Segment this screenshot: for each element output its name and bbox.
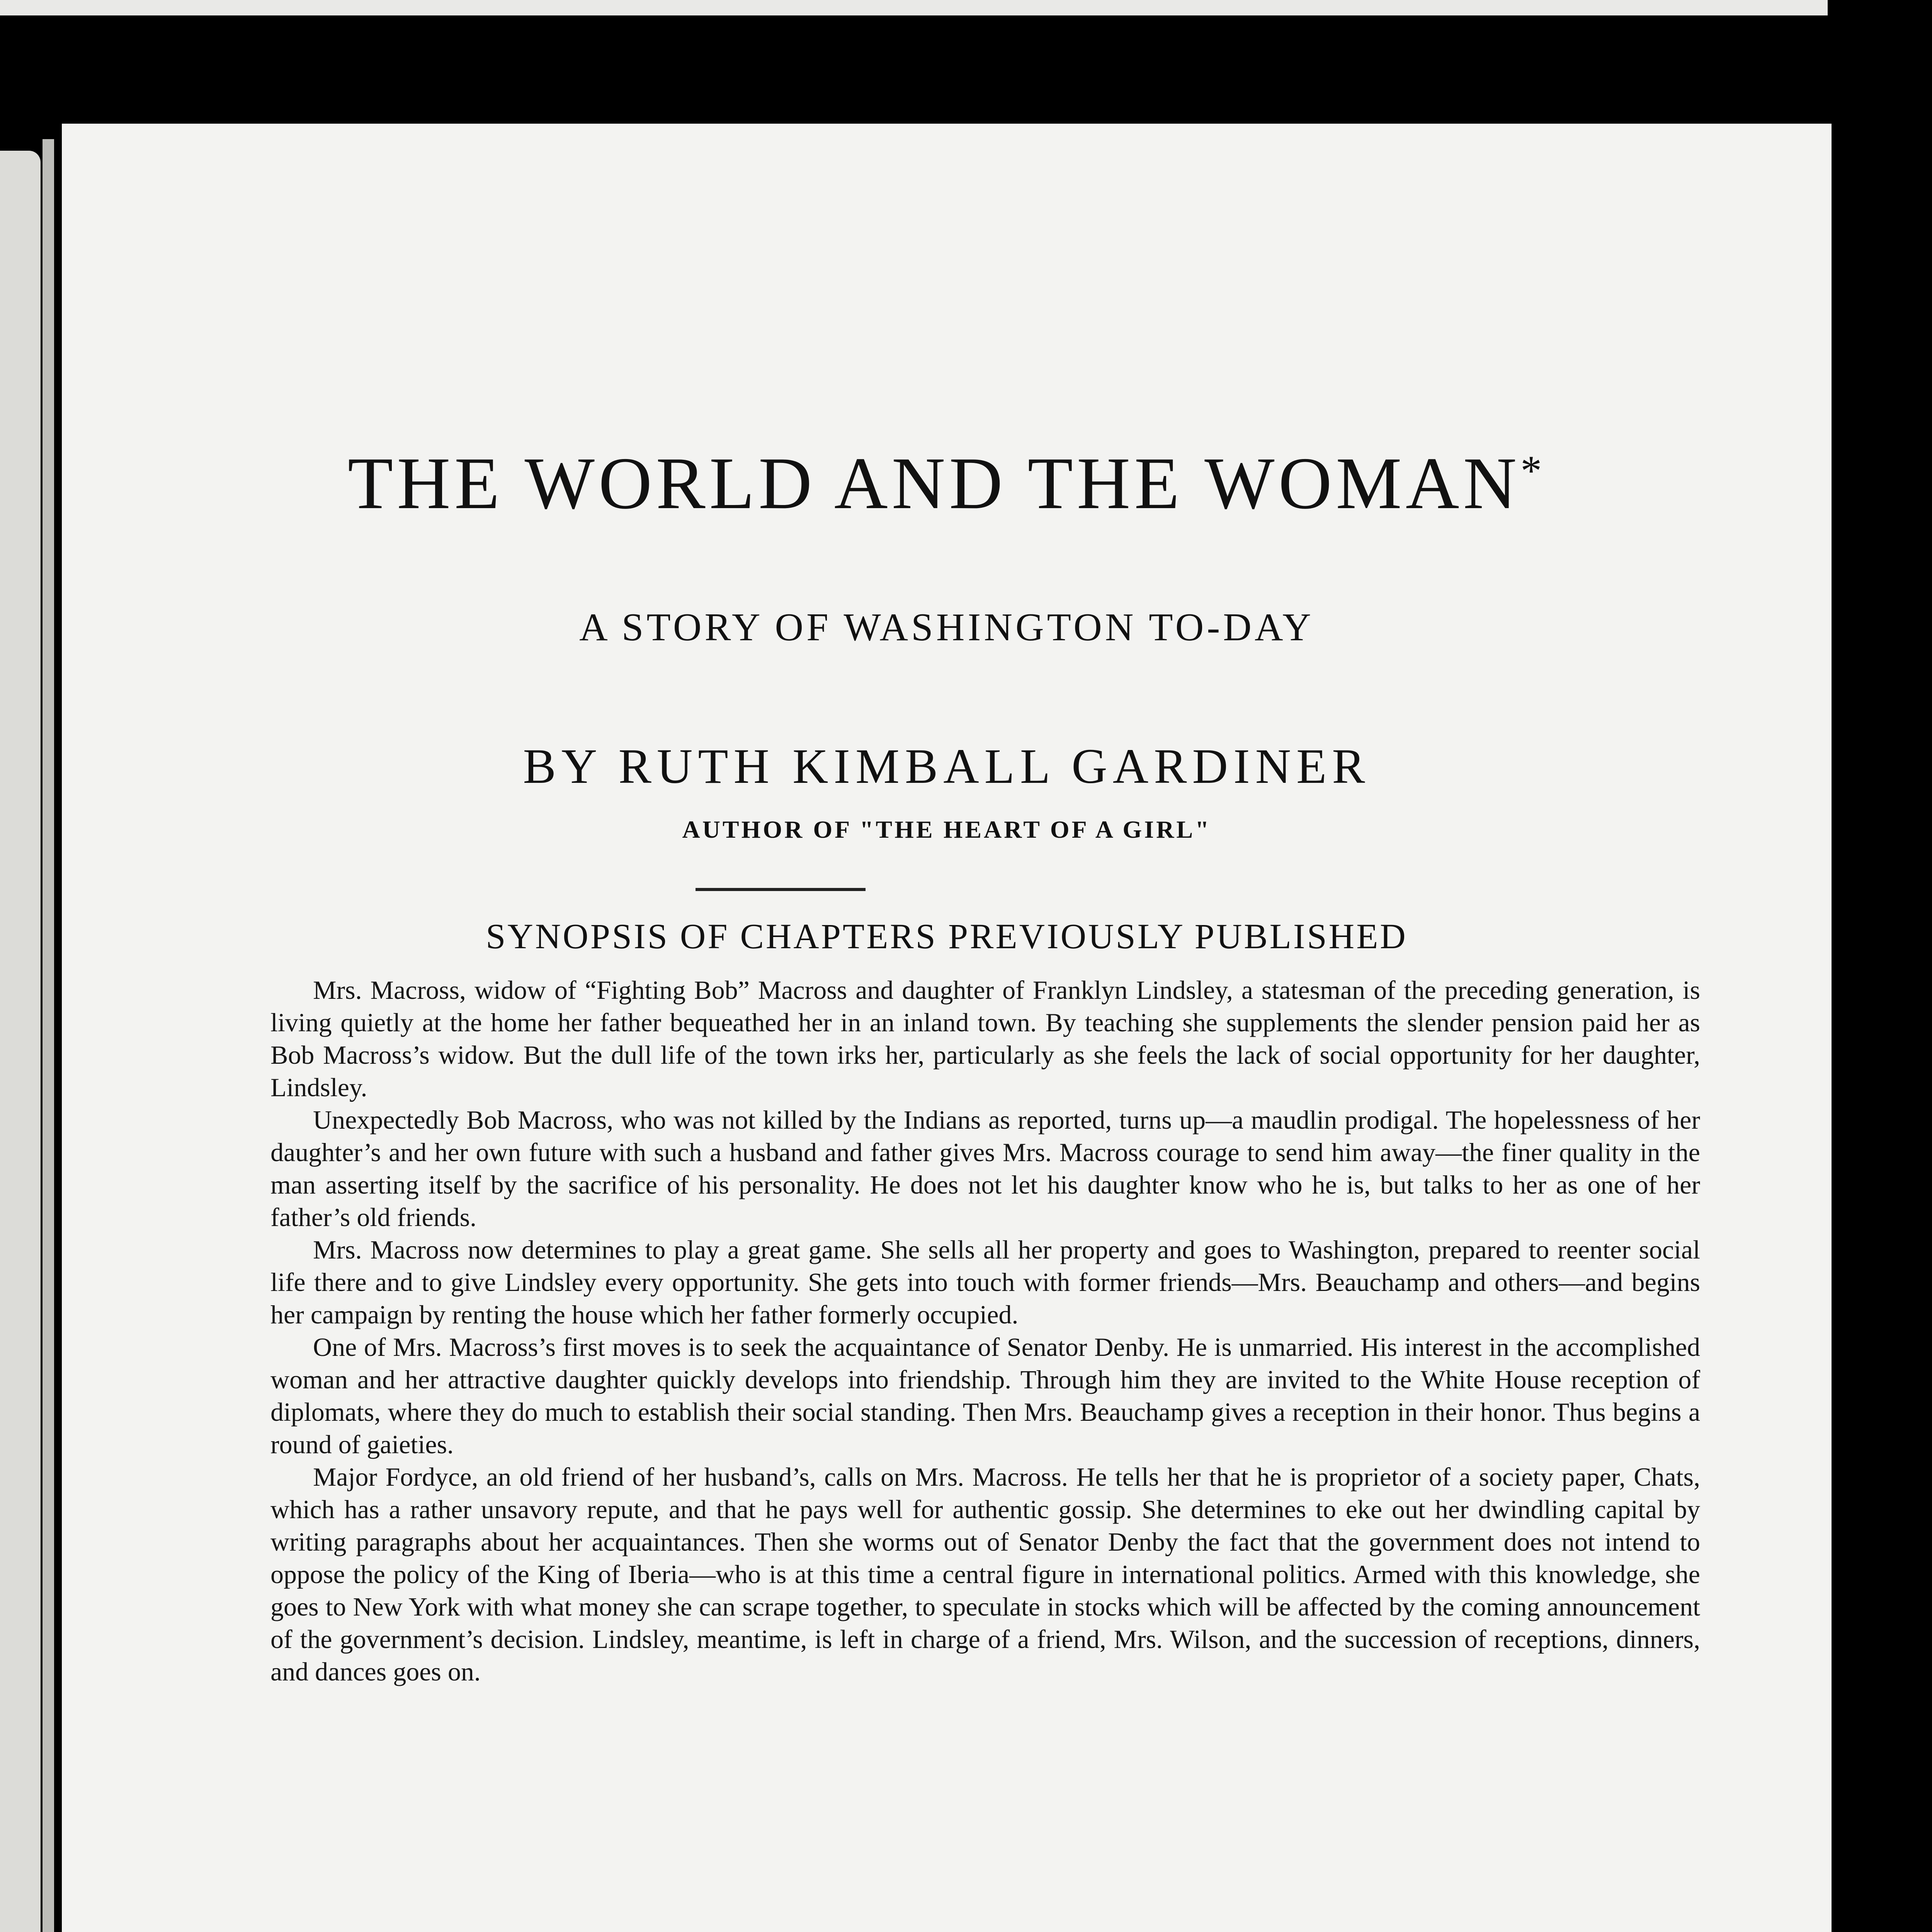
synopsis-paragraph: One of Mrs. Macross’s first moves is to seek the acquaintance of Senator Denby. He is unmarried. His interest in the accomplished woman and her attractive daughter quickly develops into friendship. Through him they are invited to the White House reception of diplomats, where they do much to establish their social standing. Then Mrs. Beauchamp gives a reception in their honor. Thus begins a round of gaieties. [270,1332,1700,1459]
article-title-text: THE WORLD AND THE WOMAN [347,442,1521,524]
synopsis-body [270,974,1700,1688]
scan-top-strip [0,0,1828,15]
article-subtitle: A STORY OF WASHINGTON TO-DAY [579,605,1314,649]
magazine-page [62,124,1832,1932]
article-title [62,440,1832,526]
title-footnote-mark: * [1520,447,1546,494]
divider-rule [696,888,866,891]
left-page-shadow [43,139,54,1932]
byline: BY RUTH KIMBALL GARDINER [523,739,1371,794]
synopsis-paragraph: Unexpectedly Bob Macross, who was not killed by the Indians as reported, turns up—a maudlin prodigal. The hopelessness of her daughter’s and her own future with such a husband and father gives Mrs. Macross courage to send him away—the finer quality in the man asserting itself by the sacrifice of his personality. He does not let his daughter know who he is, but talks to her as one of her father’s old friends. [270,1105,1700,1232]
author-credit: AUTHOR OF "THE HEART OF A GIRL" [682,816,1211,843]
left-page-edge [0,151,41,1932]
synopsis-heading: SYNOPSIS OF CHAPTERS PREVIOUSLY PUBLISHED [486,917,1408,956]
synopsis-paragraph: Mrs. Macross, widow of “Fighting Bob” Macross and daughter of Franklyn Lindsley, a statesman of the preceding generation, is living quietly at the home her father bequeathed her in an inland town. By teaching she supplements the slender pension paid her as Bob Macross’s widow. But the dull life of the town irks her, particularly as she feels the lack of social opportunity for her daughter, Lindsley. [270,975,1700,1102]
synopsis-paragraph: Mrs. Macross now determines to play a great game. She sells all her property and goes to Washington, prepared to reenter social life there and to give Lindsley every opportunity. She gets into touch with former friends—Mrs. Beauchamp and others—and begins her campaign by renting the house which her father formerly occupied. [270,1235,1700,1329]
synopsis-paragraph: Major Fordyce, an old friend of her husband’s, calls on Mrs. Macross. He tells her that he is proprietor of a society paper, Chats, which has a rather unsavory repute, and that he pays well for authentic gossip. She determines to eke out her dwindling capital by writing paragraphs about her acquaintances. Then she worms out of Senator Denby the fact that the government does not intend to oppose the policy of the King of Iberia—who is at this time a central figure in international politics. Armed with this knowledge, she goes to New York with what money she can scrape together, to speculate in stocks which will be affected by the coming announcement of the government’s decision. Lindsley, meantime, is left in charge of a friend, Mrs. Wilson, and the succession of receptions, dinners, and dances goes on. [270,1462,1700,1686]
